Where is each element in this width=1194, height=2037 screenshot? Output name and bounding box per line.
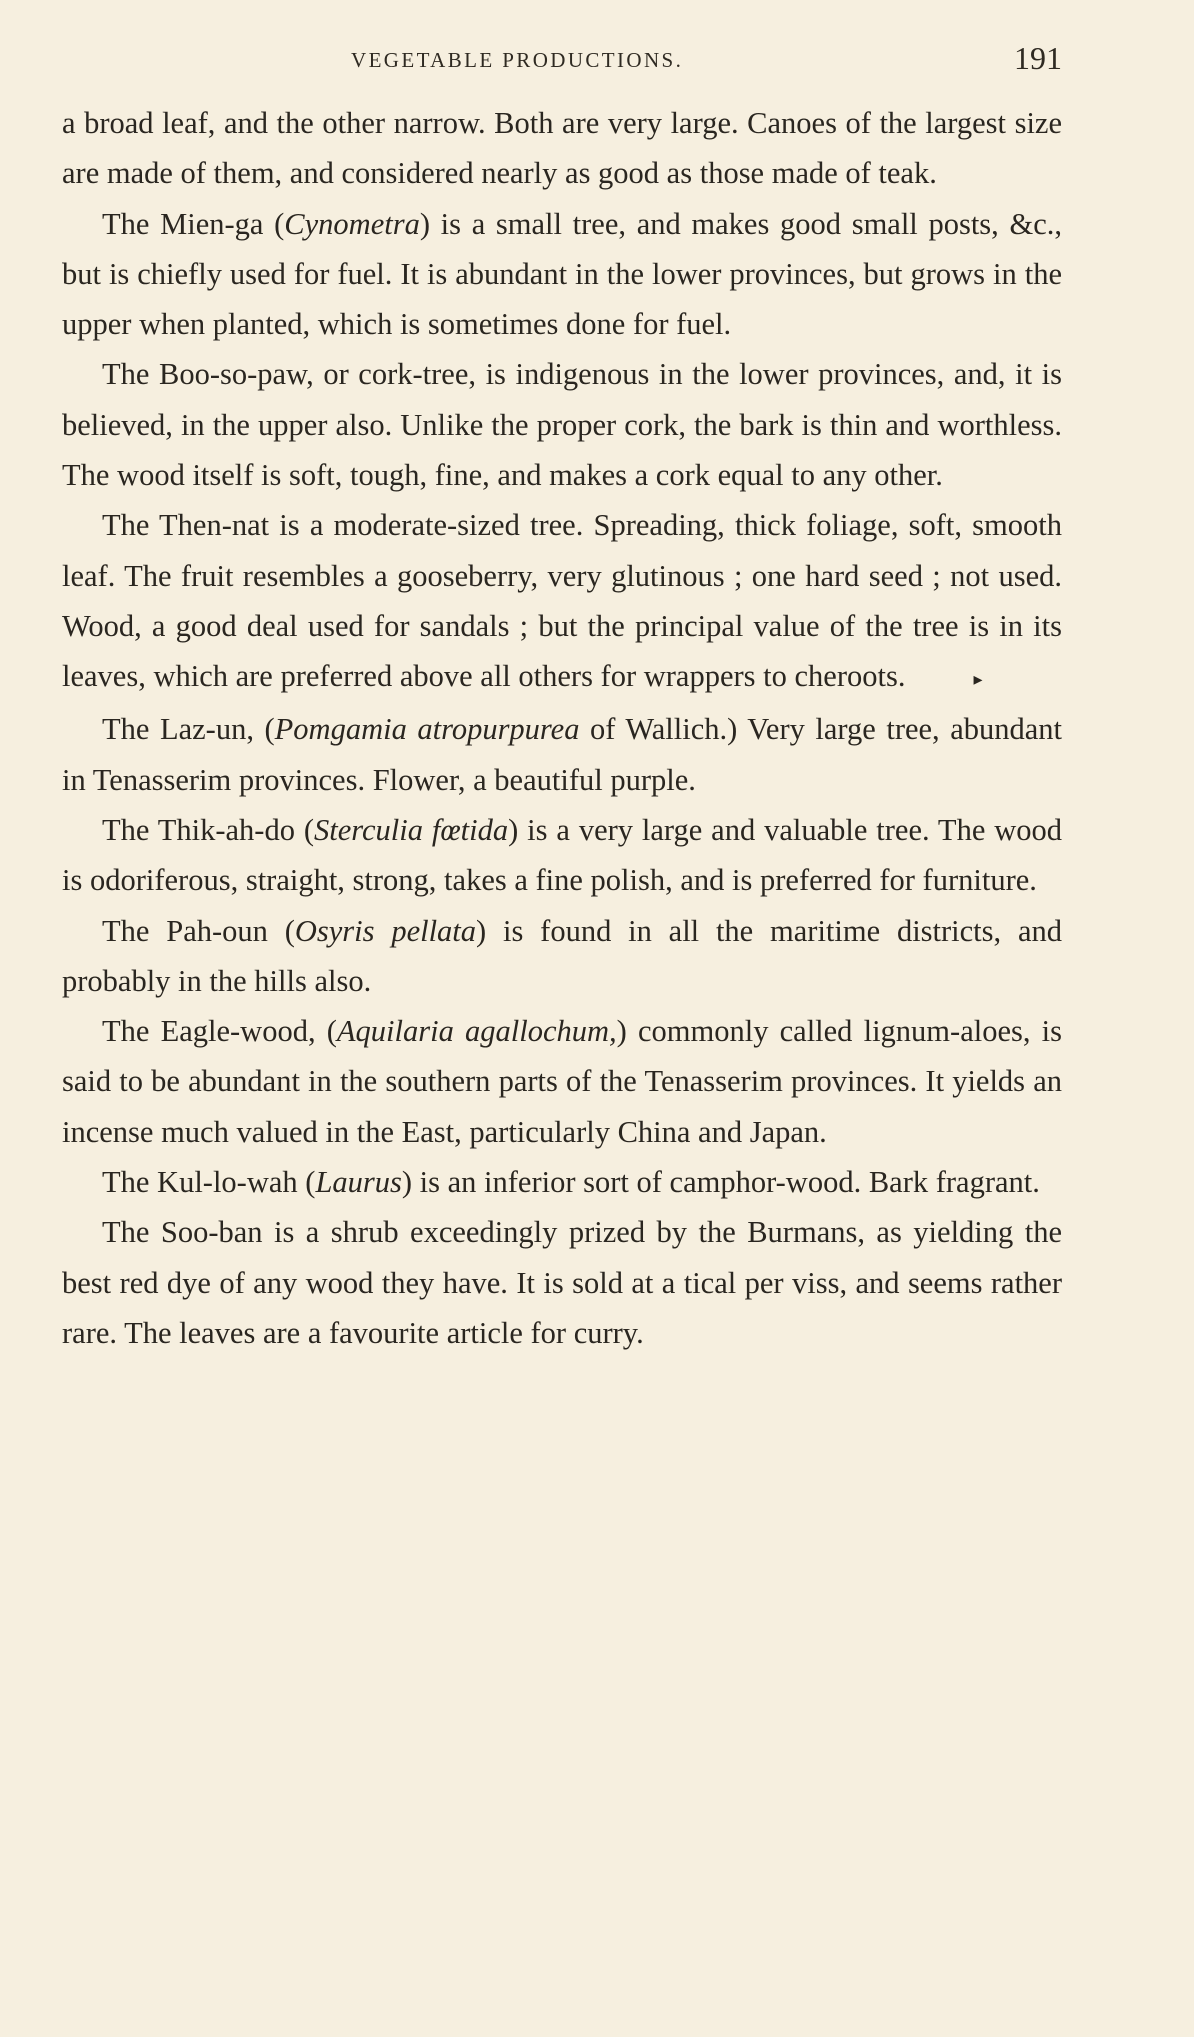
paragraph-text: The Then-nat is a moderate-sized tree. Spreading, thick foliage, soft, smooth leaf. The fruit resembles a gooseberry, very glutinous ; one hard seed ; not used. Wood, a good deal used for sandals ; but the principal value of the tree is in its leaves, which are preferred above all others for wrappers to cheroots. [62, 508, 1062, 694]
pointer-mark: ▸ [973, 669, 983, 690]
scientific-name: Laurus [315, 1165, 402, 1200]
scientific-name: Osyris pellata [294, 913, 477, 948]
paragraph-boo-so-paw [62, 349, 1062, 500]
scientific-name: Cynometra [284, 206, 420, 241]
paragraph-continued [62, 98, 1062, 199]
paragraph-text-lead: The Kul-lo-wah ( [102, 1165, 316, 1200]
body-text [62, 98, 1062, 1358]
paragraph-text-lead: The Mien-ga ( [102, 206, 285, 241]
paragraph-kul-lo-wah [62, 1157, 1062, 1207]
paragraph-then-nat [62, 500, 1062, 704]
paragraph-eagle-wood [62, 1006, 1062, 1157]
paragraph-text: a broad leaf, and the other narrow. Both are very large. Canoes of the largest size are made of them, and considered nearly as good as those made of teak. [62, 106, 1062, 191]
paragraph-mien-ga [62, 199, 1062, 350]
paragraph-soo-ban [62, 1207, 1062, 1358]
paragraph-text-lead: The Pah-oun ( [102, 913, 295, 948]
paragraph-text-rest: ) is an inferior sort of camphor-wood. Bark fragrant. [401, 1165, 1040, 1200]
paragraph-laz-un [62, 704, 1062, 805]
scientific-name: Aquilaria agallochum, [336, 1014, 617, 1049]
paragraph-thik-ah-do [62, 805, 1062, 906]
running-title: VEGETABLE PRODUCTIONS. [351, 48, 684, 72]
paragraph-text-rest: ) is a small tree, and makes good small posts, &c., but is chiefly used for fuel. It is abundant in the lower provinces, but grows in the upper when planted, which is sometimes done for fuel. [62, 206, 1062, 342]
paragraph-text-lead: The Thik-ah-do ( [102, 813, 314, 847]
scientific-name: Sterculia fœtida [314, 813, 509, 847]
page-number: 191 [1014, 40, 1062, 76]
paragraph-text-lead: The Eagle-wood, ( [102, 1014, 337, 1049]
paragraph-text-rest: ) commonly called lignum-aloes, is said to be abundant in the southern parts of the Tenasserim provinces. It yields an incense much valued in the East, particularly China and Japan. [62, 1014, 1063, 1149]
paragraph-text-rest: ) is a very large and valuable tree. The wood is odoriferous, straight, strong, takes a fine polish, and is preferred for furniture. [62, 813, 1063, 898]
paragraph-text: The Soo-ban is a shrub exceedingly prized by the Burmans, as yielding the best red dye of any wood they have. It is sold at a tical per viss, and seems rather rare. The leaves are a favourite article for curry. [62, 1215, 1062, 1350]
scientific-name: Pomgamia atropurpurea [274, 712, 580, 747]
running-header [62, 40, 1062, 80]
paragraph-text: The Boo-so-paw, or cork-tree, is indigenous in the lower provinces, and, it is believed, in the upper also. Unlike the proper cork, the bark is thin and worthless. The wood itself is soft, tough, fine, and makes a cork equal to any other. [62, 357, 1062, 493]
paragraph-text-rest: of Wallich.) Very large tree, abundant in Tenasserim provinces. Flower, a beautiful purple. [62, 712, 1063, 797]
paragraph-pah-oun [62, 906, 1062, 1007]
paragraph-text-lead: The Laz-un, ( [102, 712, 275, 747]
paragraph-text-rest: ) is found in all the maritime districts, and probably in the hills also. [62, 913, 1062, 998]
